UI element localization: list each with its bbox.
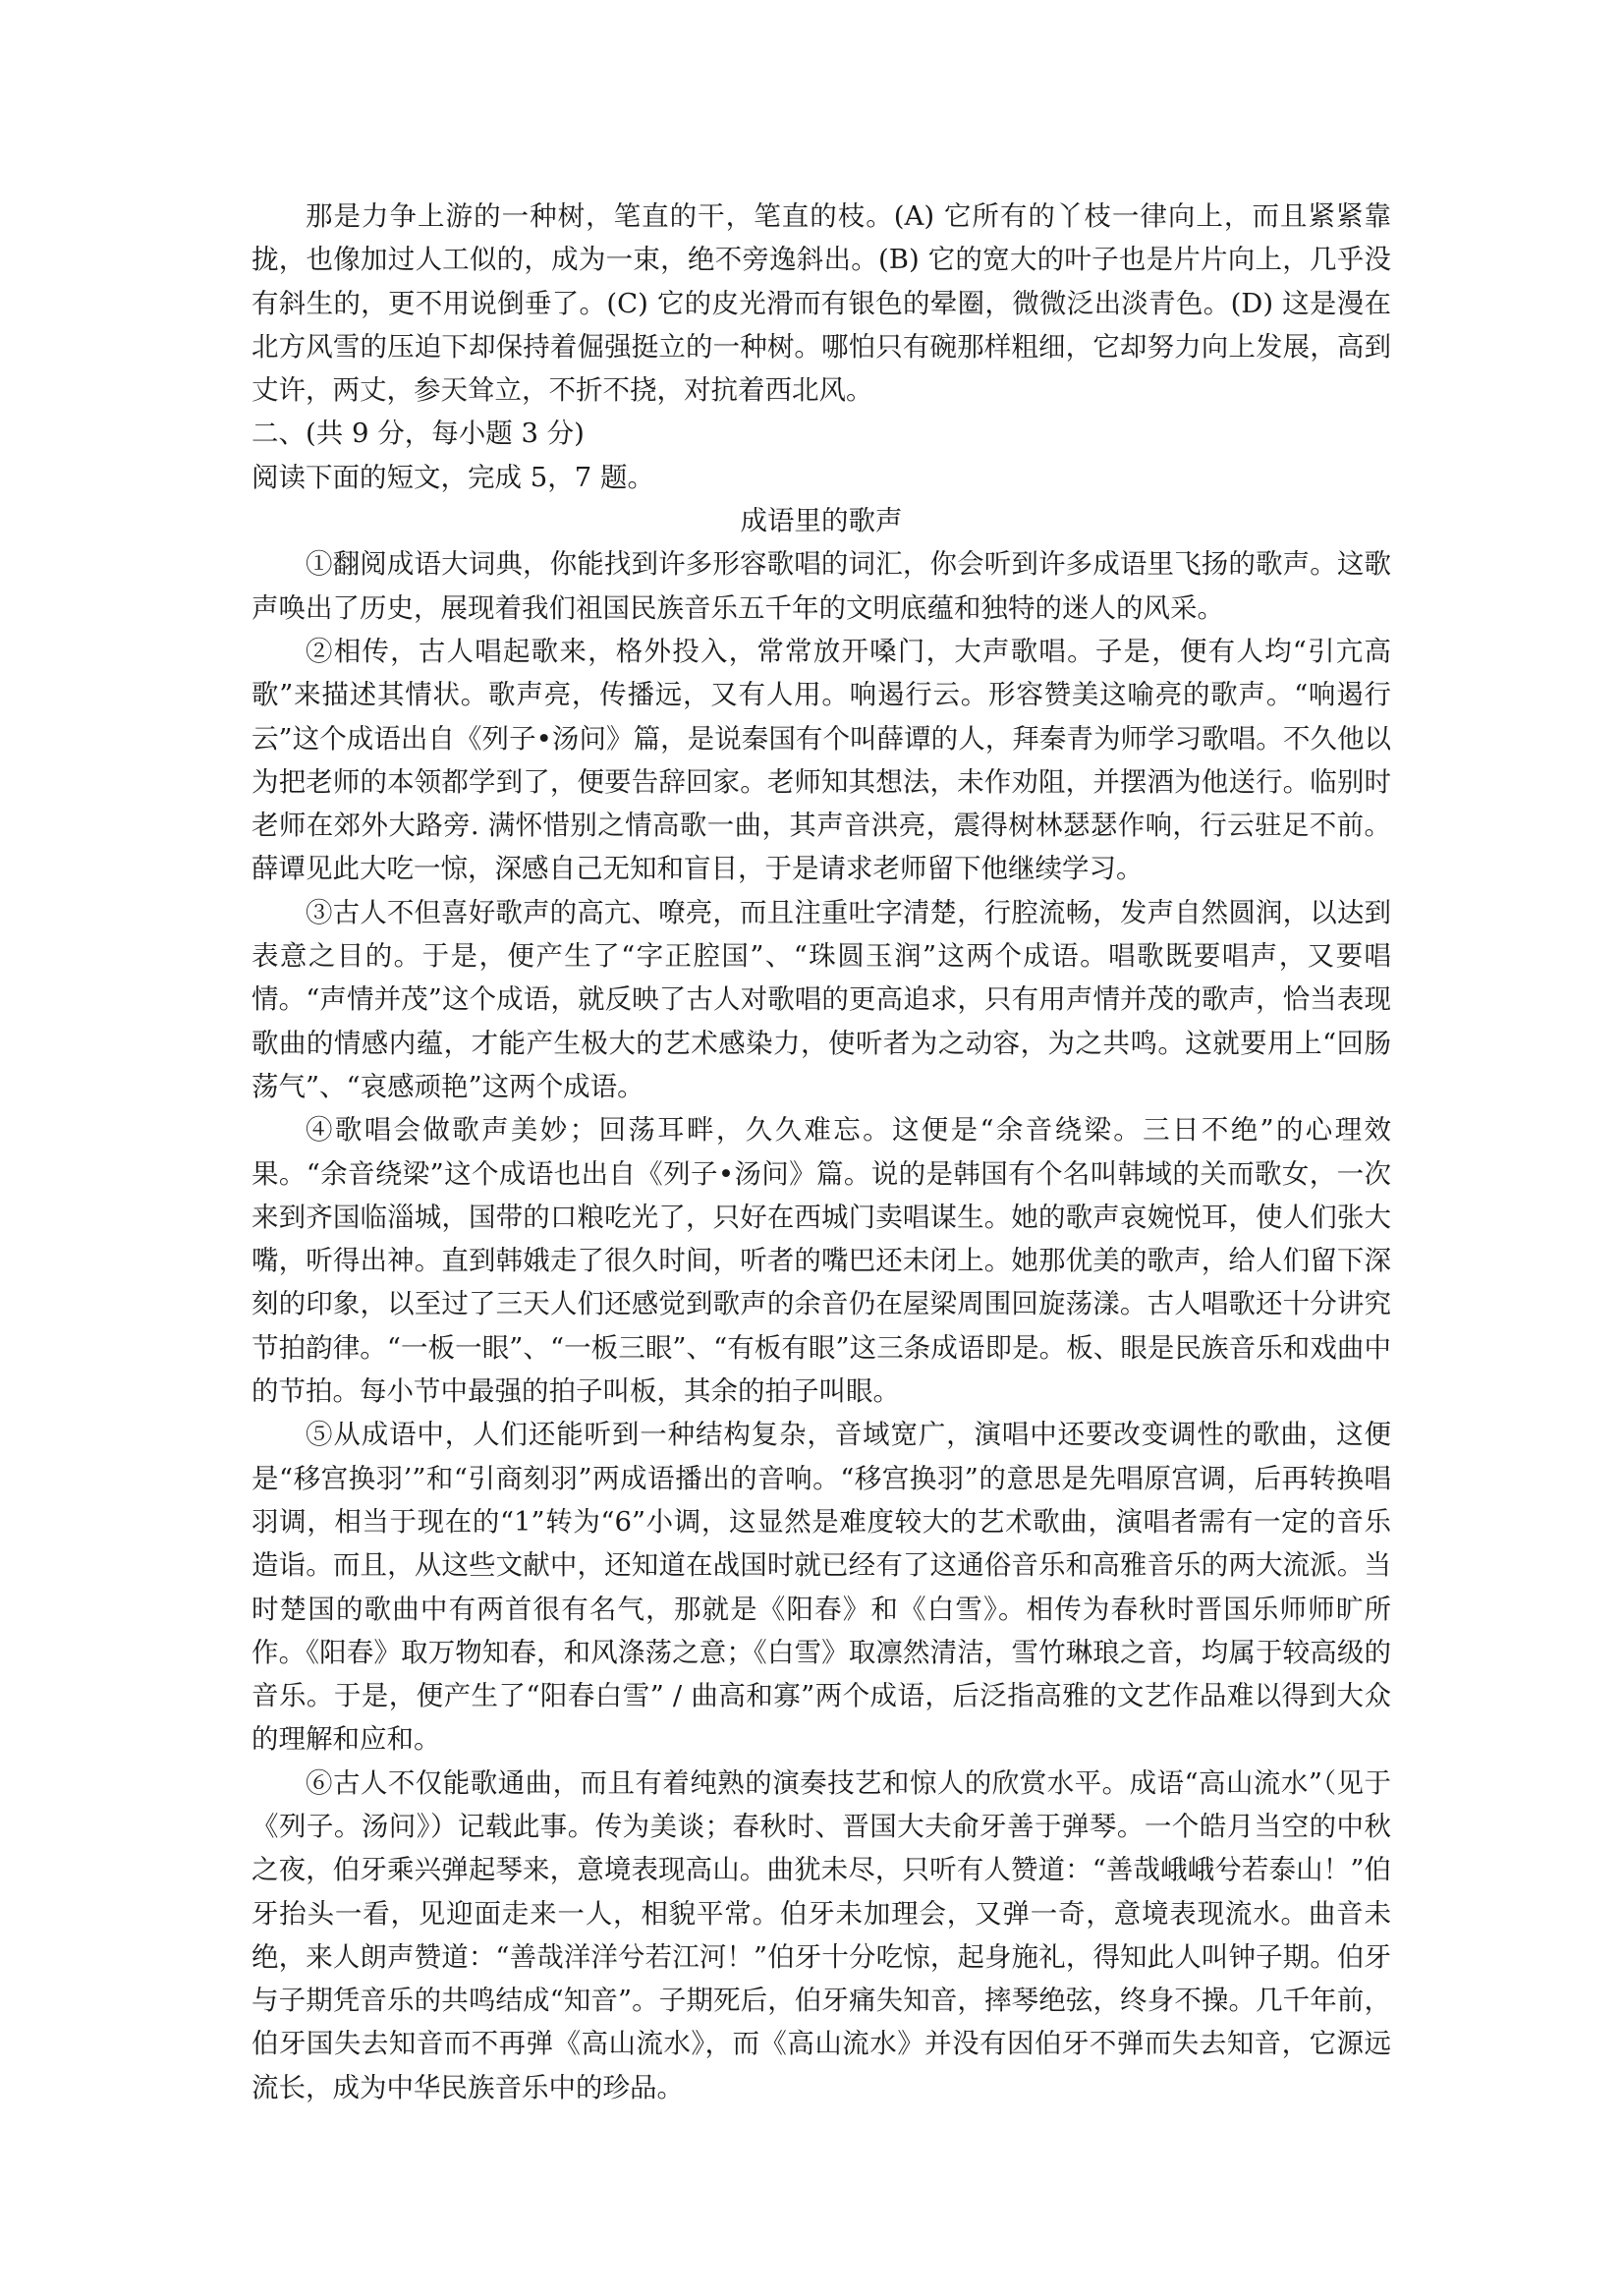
reading-instruction: 阅读下面的短文，完成 5，7 题。	[252, 461, 654, 493]
article-paragraph-1: ①翻阅成语大词典，你能找到许多形容歌唱的词汇，你会听到许多成语里飞扬的歌声。这歌声唤出了历史，展现着我们祖国民族音乐五千年的文明底蕴和独特的迷人的风采。	[252, 548, 1391, 624]
article-paragraph-6: ⑥古人不仅能歌通曲，而且有着纯熟的演奏技艺和惊人的欣赏水平。成语“高山流水”（见于《列子。汤问》）记载此事。传为美谈；春秋时、晋国大夫俞牙善于弹琴。一个皓月当空的中秋之夜，伯牙乘兴弹起琴来，意境表现高山。曲犹未尽，只听有人赞道：“善哉峨峨兮若泰山！”伯牙抬头一看，见迎面走来一人，相貌平常。伯牙未加理会，又弹一奇，意境表现流水。曲音未绝，来人朗声赞道：“善哉洋洋兮若江河！”伯牙十分吃惊，起身施礼，得知此人叫钟子期。伯牙与子期凭音乐的共鸣结成“知音”。子期死后，伯牙痛失知音，摔琴绝弦，终身不操。几千年前，伯牙国失去知音而不再弹《高山流水》，而《高山流水》并没有因伯牙不弹而失去知音，它源远流长，成为中华民族音乐中的珍品。	[252, 1766, 1391, 2103]
article-paragraph-4: ④歌唱会做歌声美妙；回荡耳畔，久久难忘。这便是“余音绕梁。三日不绝”的心理效果。“余音绕梁”这个成语也出自《列子•汤问》篇。说的是韩国有个名叫韩域的关而歌女，一次来到齐国临淄城，国带的口粮吃光了，只好在西城门卖唱谋生。她的歌声哀婉悦耳，使人们张大嘴，听得出神。直到韩娥走了很久时间，听者的嘴巴还未闭上。她那优美的歌声，给人们留下深刻的印象，以至过了三天人们还感觉到歌声的余音仍在屋梁周围回旋荡漾。古人唱歌还十分讲究节拍韵律。“一板一眼”、“一板三眼”、“有板有眼”这三条成语即是。板、眼是民族音乐和戏曲中的节拍。每小节中最强的拍子叫板，其余的拍子叫眼。	[252, 1114, 1391, 1408]
article-paragraph-3: ③古人不但喜好歌声的高亢、嘹亮，而且注重吐字清楚，行腔流畅，发声自然圆润，以达到表意之目的。于是，便产生了“字正腔国”、“珠圆玉润”这两个成语。唱歌既要唱声，又要唱情。“声情并茂”这个成语，就反映了古人对歌唱的更高追求，只有用声情并茂的歌声，恰当表现歌曲的情感内蕴，才能产生极大的艺术感染力，使听者为之动容，为之共鸣。这就要用上“回肠荡气”、“哀感顽艳”这两个成语。	[252, 896, 1391, 1102]
article-paragraph-5: ⑤从成语中，人们还能听到一种结构复杂，音域宽广，演唱中还要改变调性的歌曲，这便是“移宫换羽’”和“引商刻羽”两成语播出的音响。“移宫换羽”的意思是先唱原宫调，后再转换唱羽调，相当于现在的“1”转为“6”小调，这显然是难度较大的艺术歌曲，演唱者需有一定的音乐造诣。而且，从这些文献中，还知道在战国时就已经有了这通俗音乐和高雅音乐的两大流派。当时楚国的歌曲中有两首很有名气，那就是《阳春》和《白雪》。相传为春秋时晋国乐师师旷所作。《阳春》取万物知春，和风涤荡之意；《白雪》取凛然清洁，雪竹琳琅之音，均属于较高级的音乐。于是，便产生了“阳春白雪” / 曲高和寡”两个成语，后泛指高雅的文艺作品难以得到大众的理解和应和。	[252, 1419, 1391, 1756]
intro-paragraph: 那是力争上游的一种树，笔直的干，笔直的枝。(A) 它所有的丫枝一律向上，而且紧紧靠拢，也像加过人工似的，成为一束，绝不旁逸斜出。(B) 它的宽大的叶子也是片片向上，几乎没有斜生的，更不用说倒垂了。(C) 它的皮光滑而有银色的晕圈，微微泛出淡青色。(D) 这是漫在北方风雪的压迫下却保持着倔强挺立的一种树。哪怕只有碗那样粗细，它却努力向上发展，高到丈许，两丈，参天耸立，不折不挠，对抗着西北风。	[252, 200, 1391, 407]
section-heading: 二、(共 9 分，每小题 3 分)	[252, 418, 585, 450]
article-paragraph-2: ②相传，古人唱起歌来，格外投入，常常放开嗓门，大声歌唱。子是，便有人均“引亢高歌”来描述其情状。歌声亮，传播远，又有人用。响遏行云。形容赞美这喻亮的歌声。“响遏行云”这个成语出自《列子•汤问》篇，是说秦国有个叫薛谭的人，拜秦青为师学习歌唱。不久他以为把老师的本领都学到了，便要告辞回家。老师知其想法，未作劝阻，并摆酒为他送行。临别时老师在郊外大路旁. 满怀惜别之情高歌一曲，其声音洪亮，震得树林瑟瑟作响，行云驻足不前。薛谭见此大吃一惊，深感自己无知和盲目，于是请求老师留下他继续学习。	[252, 635, 1391, 885]
article-title: 成语里的歌声	[740, 505, 903, 537]
document-page	[252, 195, 1391, 2109]
